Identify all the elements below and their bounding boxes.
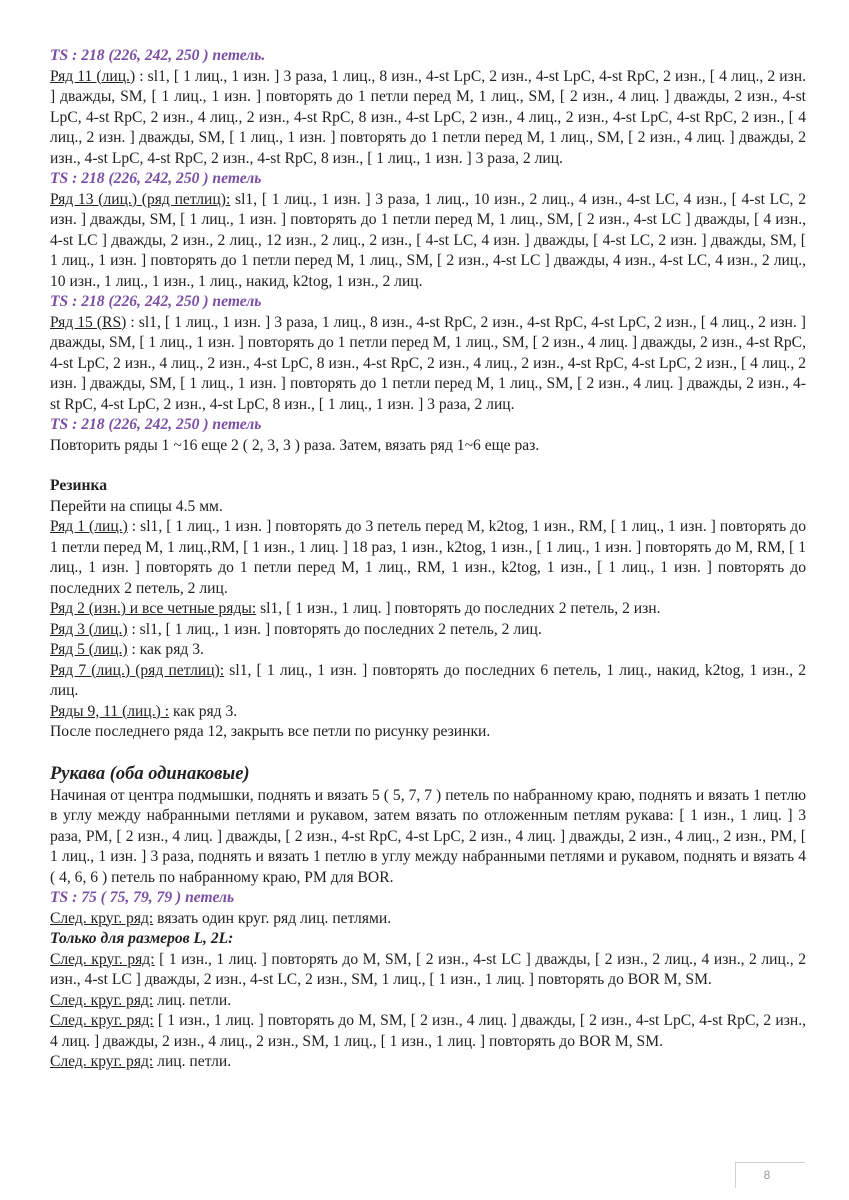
instruction-paragraph	[50, 1052, 806, 1073]
row-label: Ряд 13 (лиц.) (ряд петлиц):	[50, 190, 231, 208]
instruction-paragraph	[50, 67, 806, 170]
instruction-paragraph	[50, 190, 806, 293]
instruction-text: После последнего ряда 12, закрыть все петли по рисунку резинки.	[50, 723, 491, 740]
instruction-paragraph	[50, 640, 806, 661]
instruction-text: [ 1 изн., 1 лиц. ] повторять до M, SM, [ 2 изн., 4 лиц. ] дважды, [ 2 изн., 4-st LpC, 4-st RpC, 2 изн., 4 лиц. ] дважды, 2 изн., 4 лиц., 2 изн., SM, 1 лиц., [ 1 изн., 1 лиц. ] повторять до BOR M, SM.	[50, 1012, 806, 1050]
instruction-paragraph	[50, 620, 806, 641]
instruction-text: : sl1, [ 1 лиц., 1 изн. ] 3 раза, 1 лиц., 8 изн., 4-st RpC, 2 изн., 4-st RpC, 4-st LpC, 2 изн., [ 4 лиц., 2 изн. ] дважды, SM, [ 1 лиц., 1 изн. ] повторять до 1 петли перед M, 1 лиц., SM, [ 2 изн., 4 лиц. ] дважды, 2 изн., 4-st RpC, 4-st LpC, 2 изн., 4 лиц., 2 изн., 4-st LpC, 8 изн., 4-st RpC, 2 изн., 4 лиц., 2 изн., 4-st RpC, 4-st LpC, 2 изн., [ 4 лиц., 2 изн. ] дважды, SM, [ 1 лиц., 1 изн. ] повторять до 1 петли перед M, 1 лиц., SM, [ 2 изн., 4 лиц. ] дважды, 2 изн., 4-st RpC, 4-st LpC, 2 изн., 4-st LpC, 8 изн., [ 1 лиц., 1 изн. ] 3 раза, 2 лиц.	[50, 313, 806, 413]
row-label: Ряд 3 (лиц.)	[50, 620, 128, 638]
row-label: След. круг. ряд:	[50, 950, 155, 968]
instruction-text: sl1, [ 1 лиц., 1 изн. ] повторять до последних 6 петель, 1 лиц., накид, k2tog, 1 изн., 2 лиц.	[50, 661, 806, 699]
instruction-text: лиц. петли.	[153, 1053, 232, 1070]
instruction-paragraph	[50, 661, 806, 702]
instruction-text: sl1, [ 1 лиц., 1 изн. ] 3 раза, 1 лиц., 10 изн., 2 лиц., 4 изн., 4-st LC, 4 изн., [ 4-st LC, 2 изн. ] дважды, SM, [ 1 лиц., 1 изн. ] повторять до 1 петли перед M, 1 лиц., SM, [ 2 изн., 4-st LC ] дважды, [ 4 изн., 4-st LC ] дважды, 2 изн., 2 лиц., 12 изн., 2 лиц., 2 изн., [ 4-st LC, 4 изн. ] дважды, [ 4-st LC, 2 изн. ] дважды, SM, [ 1 лиц., 1 изн. ] повторять до 1 петли перед M, 1 лиц., SM, [ 2 изн., 4-st LC ] дважды, 4 изн., 4-st LC, 4 изн., 2 лиц., 10 изн., 1 лиц., 1 изн., 1 лиц., накид, k2tog, 1 изн., 2 лиц.	[50, 190, 806, 290]
instruction-text: как ряд 3.	[169, 702, 238, 720]
instruction-paragraph	[50, 722, 806, 743]
instruction-text: лиц. петли.	[153, 991, 232, 1009]
row-label: Ряд 1 (лиц.)	[50, 518, 128, 535]
instruction-text: : как ряд 3.	[127, 641, 204, 658]
row-label: Ряд 7 (лиц.) (ряд петлиц):	[50, 661, 225, 679]
instruction-paragraph	[50, 517, 806, 599]
instruction-paragraph	[50, 599, 806, 620]
row-label: Ряд 5 (лиц.)	[50, 641, 128, 658]
instruction-paragraph	[50, 1011, 806, 1052]
instruction-paragraph	[50, 950, 806, 991]
row-label: Ряд 2 (изн.) и все четные ряды:	[50, 600, 257, 617]
stitch-count: TS : 75 ( 75, 79, 79 ) петель	[50, 889, 235, 906]
stitch-count: TS : 218 (226, 242, 250 ) петель	[50, 170, 262, 187]
section-heading: Резинка	[50, 477, 108, 494]
instruction-text: Начиная от центра подмышки, поднять и вязать 5 ( 5, 7, 7 ) петель по набранному краю, поднять и вязать 1 петлю в углу между набранными петлями и рукавом, затем вязать по отложенным петлям рукава: [ 1 изн., 1 лиц. ] 3 раза, PM, [ 2 изн., 4 лиц. ] дважды, [ 2 изн., 4-st RpC, 4-st LpC, 2 изн., 4 лиц. ] дважды, 2 изн., 4 лиц., 2 изн., PM, [ 1 лиц., 1 изн. ] 3 раза, поднять и вязать 1 петлю в углу между набранными петлями и рукавом, поднять и вязать 4 ( 4, 6, 6 ) петель по набранному краю, PM для BOR.	[50, 786, 806, 886]
instruction-text: Повторить ряды 1 ~16 еще 2 ( 2, 3, 3 ) раза. Затем, вязать ряд 1~6 еще раз.	[50, 436, 540, 454]
section-spacer	[50, 456, 806, 476]
section-spacer	[50, 743, 806, 763]
instruction-text: вязать один круг. ряд лиц. петлями.	[153, 909, 392, 927]
row-label: Ряд 15 (RS)	[50, 313, 127, 331]
document-body	[50, 46, 806, 1073]
instruction-text: : sl1, [ 1 лиц., 1 изн. ] повторять до последних 2 петель, 2 лиц.	[127, 620, 542, 638]
chapter-heading: Рукава (оба одинаковые)	[50, 763, 250, 784]
instruction-paragraph	[50, 991, 806, 1012]
instruction-text: Перейти на спицы 4.5 мм.	[50, 497, 223, 515]
row-label: След. круг. ряд:	[50, 1053, 154, 1070]
row-label: Ряд 11 (лиц.)	[50, 67, 136, 85]
instruction-paragraph	[50, 436, 806, 457]
subheading: Только для размеров L, 2L:	[50, 930, 234, 947]
stitch-count: TS : 218 (226, 242, 250 ) петель	[50, 293, 262, 310]
instruction-text: : sl1, [ 1 лиц., 1 изн. ] 3 раза, 1 лиц., 8 изн., 4-st LpC, 2 изн., 4-st LpC, 4-st RpC, 2 изн., [ 4 лиц., 2 изн. ] дважды, SM, [ 1 лиц., 1 изн. ] повторять до 1 петли перед M, 1 лиц., SM, [ 2 изн., 4 лиц. ] дважды, 2 изн., 4-st LpC, 4-st RpC, 2 изн., 4 лиц., 2 изн., 4-st RpC, 8 изн., 4-st LpC, 2 изн., 4 лиц., 2 изн., 4-st LpC, 4-st RpC, 2 изн., [ 4 лиц., 2 изн. ] дважды, SM, [ 1 лиц., 1 изн. ] повторять до 1 петли перед M, 1 лиц., SM, [ 2 изн., 4 лиц. ] дважды, 2 изн., 4-st LpC, 4-st RpC, 2 изн., 4-st RpC, 8 изн., [ 1 лиц., 1 изн. ] 3 раза, 2 лиц.	[50, 67, 806, 167]
instruction-text: sl1, [ 1 изн., 1 лиц. ] повторять до последних 2 петель, 2 изн.	[256, 600, 661, 617]
row-label: След. круг. ряд:	[50, 991, 154, 1009]
row-label: След. круг. ряд:	[50, 1012, 154, 1029]
instruction-text: [ 1 изн., 1 лиц. ] повторять до M, SM, [ 2 изн., 4-st LC ] дважды, [ 2 изн., 2 лиц., 4 изн., 2 лиц., 2 изн., 4-st LC ] дважды, 2 изн., 4-st LC, 2 изн., SM, 1 лиц., [ 1 изн., 1 лиц. ] повторять до BOR M, SM.	[50, 950, 807, 988]
page-number: 8	[735, 1162, 798, 1188]
row-label: След. круг. ряд:	[50, 909, 154, 927]
instruction-paragraph	[50, 497, 806, 518]
instruction-paragraph	[50, 909, 806, 930]
instruction-paragraph	[50, 786, 806, 889]
instruction-paragraph	[50, 313, 806, 416]
stitch-count: TS : 218 (226, 242, 250 ) петель	[50, 416, 262, 433]
stitch-count: TS : 218 (226, 242, 250 ) петель.	[50, 47, 266, 64]
instruction-paragraph	[50, 702, 806, 723]
instruction-text: : sl1, [ 1 лиц., 1 изн. ] повторять до 3 петель перед M, k2tog, 1 изн., RM, [ 1 лиц., 1 изн. ] повторять до 1 петли перед M, 1 лиц.,RM, [ 1 изн., 1 лиц. ] 18 раз, 1 изн., k2tog, 1 изн., [ 1 лиц., 1 изн. ] повторять до M, RM, [ 1 лиц., 1 изн. ] повторять до 1 петли перед M, 1 лиц., RM, 1 изн., k2tog, 1 изн., [ 1 лиц., 1 изн. ] повторять до последних 2 петель, 2 лиц.	[50, 518, 806, 597]
row-label: Ряды 9, 11 (лиц.) :	[50, 702, 170, 720]
